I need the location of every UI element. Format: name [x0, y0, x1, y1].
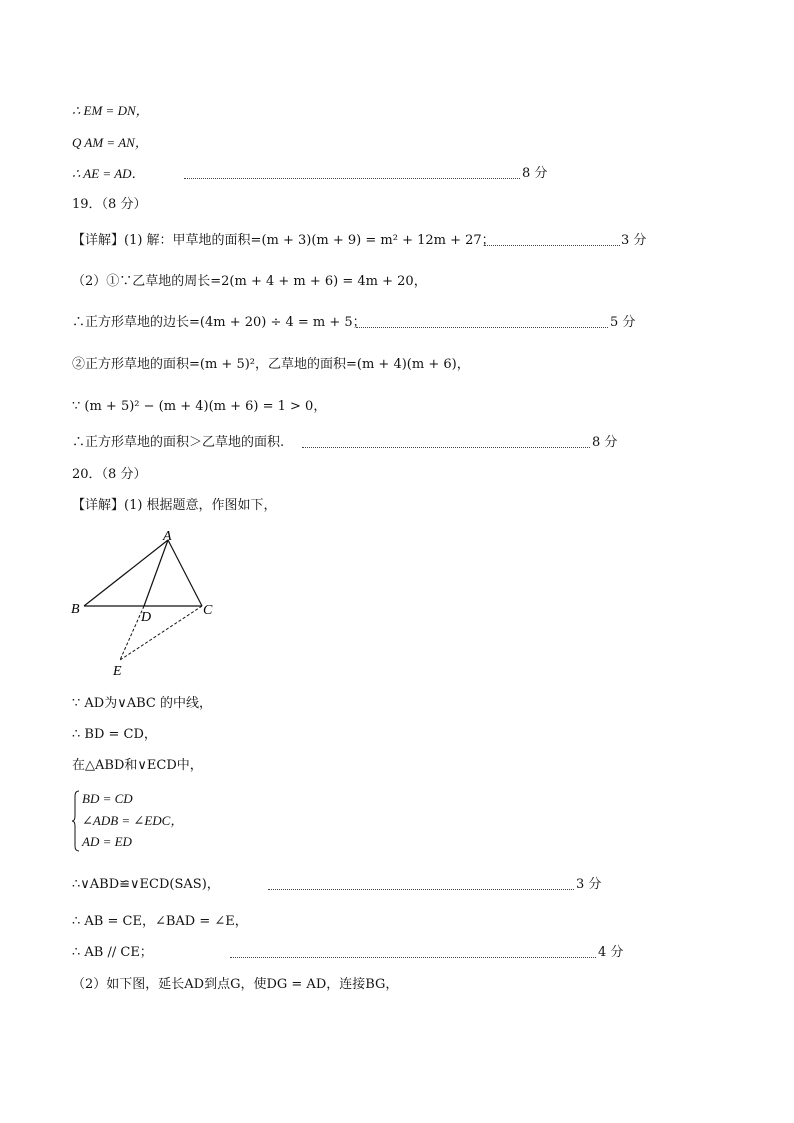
label-d: D [141, 610, 152, 625]
dot-leader [268, 889, 574, 890]
score-label: 8 分 [522, 166, 548, 181]
triangle-figure [66, 526, 226, 680]
text-line: 【详解】(1) 根据题意，作图如下， [72, 498, 277, 513]
text-line: （2）如下图，延长AD到点G，使DG = AD，连接BG， [72, 977, 399, 992]
label-e: E [113, 664, 122, 679]
system-line: ∠ADB = ∠EDC， [82, 813, 184, 828]
text-line: ∴ AB = CE，∠BAD = ∠E， [72, 914, 248, 929]
score-label: 4 分 [598, 945, 624, 960]
text-line: ∴ AB // CE； [72, 945, 153, 960]
left-brace [72, 790, 80, 852]
dot-leader [302, 447, 590, 448]
text-line: 【详解】(1) 解：甲草地的面积=(m + 3)(m + 9) = m² + 12m + 27； [72, 233, 495, 248]
text-line: ∴∨ABD≌∨ECD(SAS)， [72, 877, 220, 892]
dot-leader [184, 178, 520, 179]
score-label: 3 分 [621, 233, 647, 248]
dot-leader [356, 327, 608, 328]
text-line: ∵ (m + 5)² − (m + 4)(m + 6) = 1 > 0， [72, 399, 327, 414]
text-line: ∴正方形草地的面积＞乙草地的面积. [72, 435, 285, 450]
system-line: BD = CD [82, 791, 133, 806]
segment-ce [120, 606, 202, 660]
system-line: AD = ED [82, 834, 132, 849]
text-line: ∴ EM = DN， [72, 103, 149, 118]
text-line: （2）①∵乙草地的周长=2(m + 4 + m + 6) = 4m + 20， [72, 274, 427, 289]
question-number: 19．（8 分） [72, 197, 147, 212]
label-b: B [71, 602, 80, 617]
text-line: Q AM = AN， [72, 135, 148, 150]
label-c: C [203, 603, 213, 618]
segment-ac [168, 540, 202, 606]
text-line: ∵ AD为∨ABC 的中线， [72, 696, 212, 711]
text-line: ∴ BD = CD， [72, 727, 157, 742]
text-line: ②正方形草地的面积=(m + 5)²，乙草地的面积=(m + 4)(m + 6)， [72, 357, 470, 372]
text-line: ∴正方形草地的边长=(4m + 20) ÷ 4 = m + 5； [72, 315, 366, 330]
score-label: 3 分 [576, 877, 602, 892]
dot-leader [484, 245, 620, 246]
label-a: A [163, 529, 172, 544]
dot-leader [230, 957, 596, 958]
question-number: 20．（8 分） [72, 467, 147, 482]
text-line: ∴ AE = AD． [72, 166, 145, 181]
score-label: 5 分 [610, 315, 636, 330]
score-label: 8 分 [592, 435, 618, 450]
text-line: 在△ABD和∨ECD中， [72, 758, 203, 773]
